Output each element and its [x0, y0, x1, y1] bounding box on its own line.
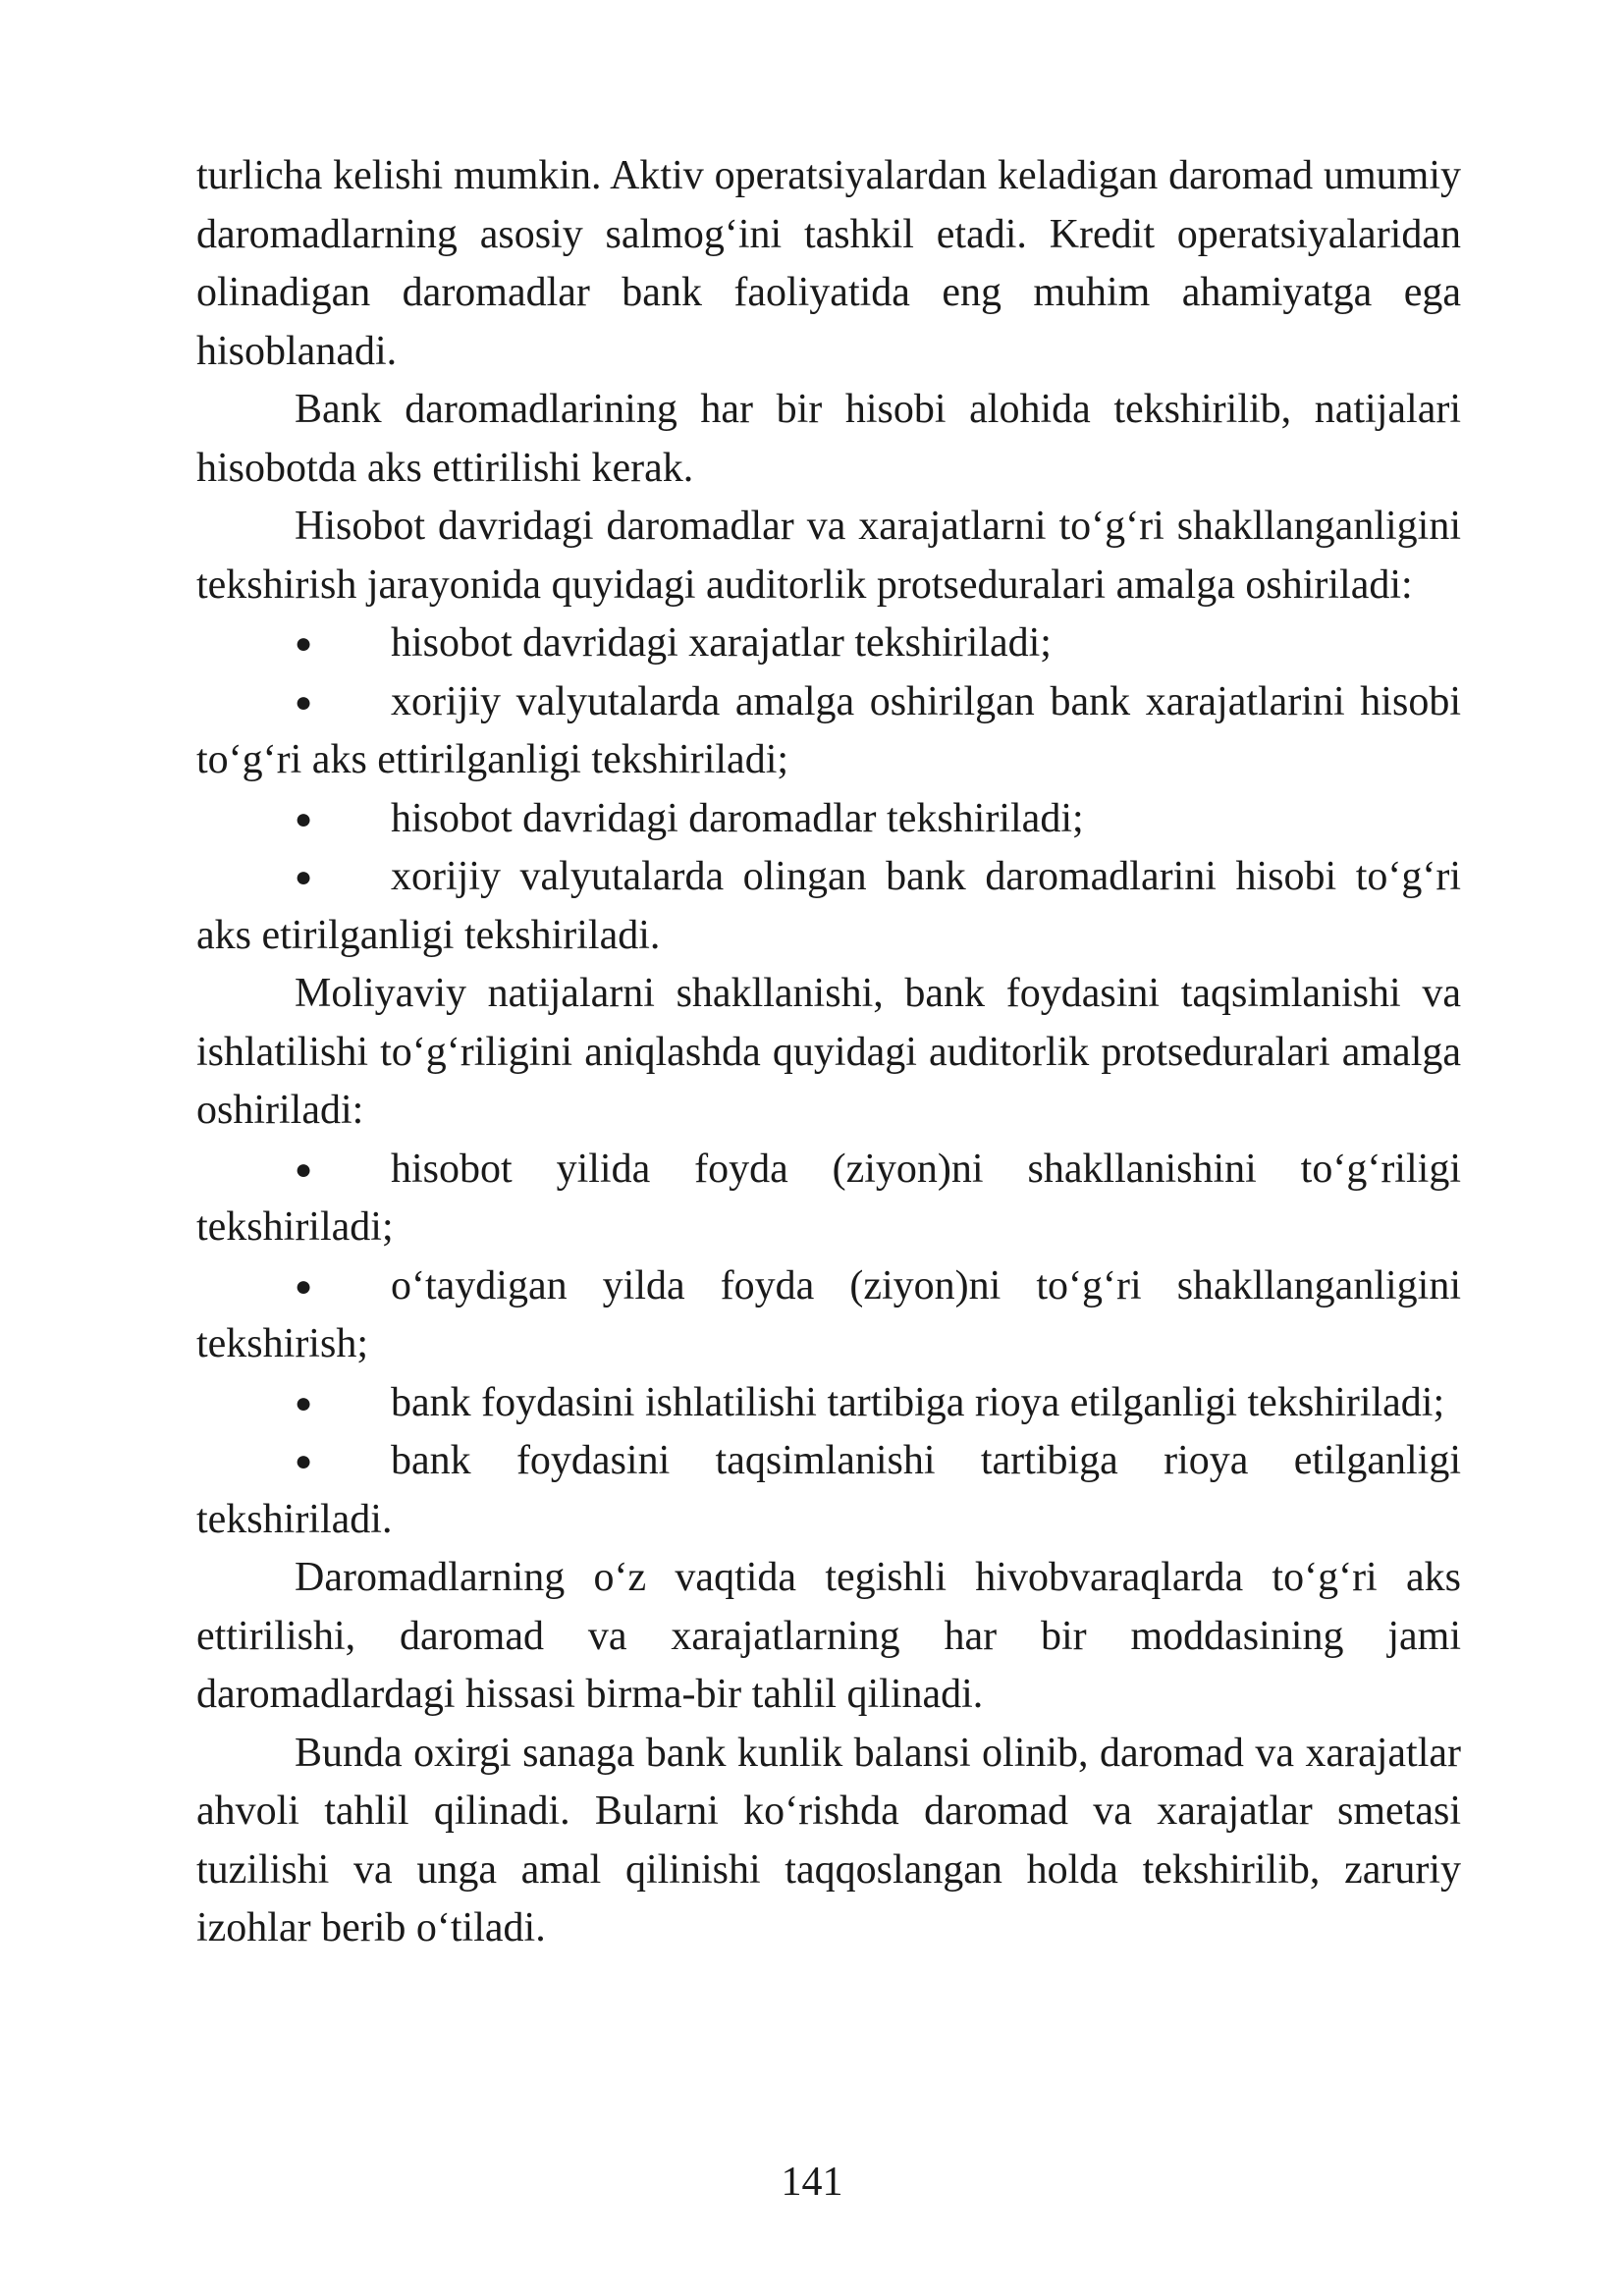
- bullet-item: [196, 1374, 1461, 1433]
- bullet-text: xorijiy valyutalarda olingan bank daromadlarini hisobi to‘g‘ri aks etirilganligi tekshiriladi.: [196, 854, 1461, 958]
- bullet-icon: ●: [295, 802, 313, 835]
- bullet-text: hisobot yilida foyda (ziyon)ni shakllanishini to‘g‘riligi tekshiriladi;: [196, 1146, 1461, 1250]
- bullet-icon: ●: [295, 1152, 313, 1186]
- page-body: [196, 147, 1461, 1958]
- paragraph: Daromadlarning o‘z vaqtida tegishli hivobvaraqlarda to‘g‘ri aks ettirilishi, daromad va xarajatlarning har bir moddasining jami daromadlardagi hissasi birma-bir tahlil qilinadi.: [196, 1555, 1461, 1717]
- bullet-item: [196, 848, 1461, 965]
- bullet-text: xorijiy valyutalarda amalga oshirilgan bank xarajatlarini hisobi to‘g‘ri aks ettirilganligi tekshiriladi;: [196, 678, 1461, 782]
- bullet-text: hisobot davridagi xarajatlar tekshiriladi;: [391, 620, 1052, 666]
- page-number: 141: [781, 2160, 843, 2205]
- paragraph: Moliyaviy natijalarni shakllanishi, bank foydasini taqsimlanishi va ishlatilishi to‘g‘riligini aniqlashda quyidagi auditorlik protseduralari amalga oshiriladi:: [196, 971, 1461, 1133]
- bullet-item: [196, 1257, 1461, 1374]
- bullet-item: [196, 614, 1461, 673]
- paragraph: Bank daromadlarining har bir hisobi alohida tekshirilib, natijalari hisobotda aks ettirilishi kerak.: [196, 387, 1461, 491]
- bullet-icon: ●: [295, 861, 313, 893]
- bullet-item: [196, 1432, 1461, 1549]
- bullet-icon: ●: [295, 1269, 313, 1303]
- bullet-text: bank foydasini taqsimlanishi tartibiga rioya etilganligi tekshiriladi.: [196, 1438, 1461, 1542]
- bullet-icon: ●: [295, 1386, 313, 1419]
- bullet-text: o‘taydigan yilda foyda (ziyon)ni to‘g‘ri shakllanganligini tekshirish;: [196, 1262, 1461, 1366]
- bullet-icon: ●: [295, 627, 313, 660]
- bullet-icon: ●: [295, 685, 313, 719]
- bullet-icon: ●: [295, 1445, 313, 1477]
- bullet-item: [196, 673, 1461, 790]
- bullet-text: bank foydasini ishlatilishi tartibiga rioya etilganligi tekshiriladi;: [391, 1379, 1445, 1425]
- bullet-item: [196, 1141, 1461, 1257]
- bullet-item: [196, 790, 1461, 849]
- paragraph: Bunda oxirgi sanaga bank kunlik balansi olinib, daromad va xarajatlar ahvoli tahlil qilinadi. Bularni ko‘rishda daromad va xarajatlar smetasi tuzilishi va unga amal qilinishi taqqoslangan holda tekshirilib, zaruriy izohlar berib o‘tiladi.: [196, 1730, 1461, 1950]
- paragraph: turlicha kelishi mumkin. Aktiv operatsiyalardan keladigan daromad umumiy daromadlarning asosiy salmog‘ini tashkil etadi. Kredit operatsiyalaridan olinadigan daromadlar bank faoliyatida eng muhim ahamiyatga ega hisoblanadi.: [196, 153, 1461, 374]
- paragraph: Hisobot davridagi daromadlar va xarajatlarni to‘g‘ri shakllanganligini tekshirish jarayonida quyidagi auditorlik protseduralari amalga oshiriladi:: [196, 504, 1461, 608]
- bullet-text: hisobot davridagi daromadlar tekshiriladi;: [391, 795, 1084, 841]
